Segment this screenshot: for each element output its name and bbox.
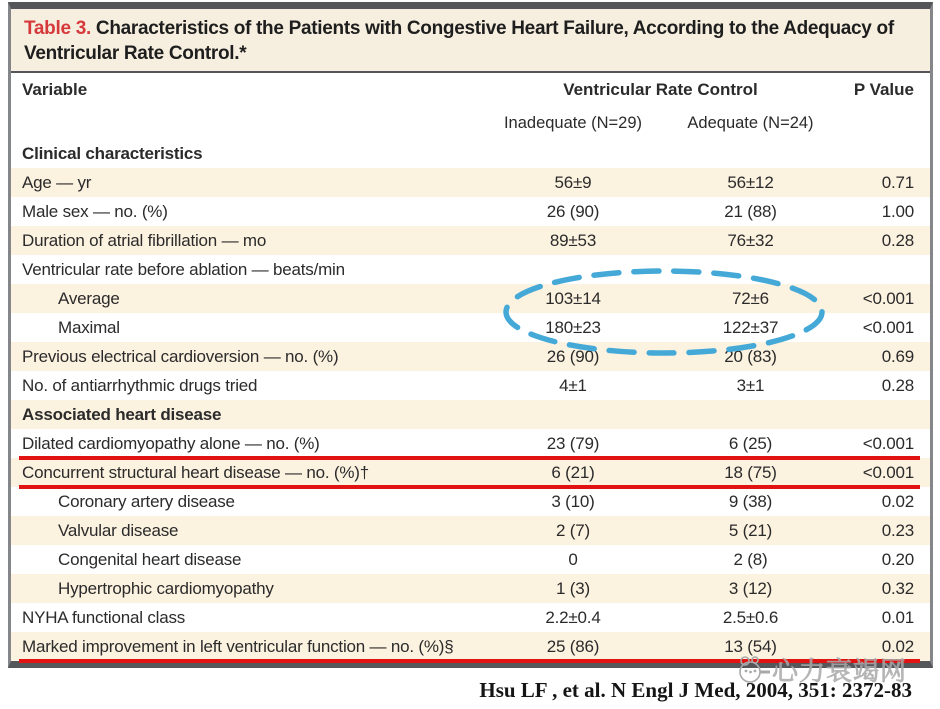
pvalue-column-header: P Value: [853, 80, 914, 99]
table-row: [11, 545, 930, 574]
adequate-value: 56±12: [727, 172, 774, 192]
adequate-value: 21 (88): [724, 201, 777, 221]
table-title: Characteristics of the Patients with Congestive Heart Failure, According to the Adequacy of Ventricular Rate Control.*: [24, 18, 894, 64]
p-value: <0.001: [862, 462, 914, 482]
table-row: [11, 429, 930, 458]
inadequate-value: 26 (90): [546, 201, 600, 221]
adequate-value: 72±6: [732, 288, 769, 308]
p-value: <0.001: [862, 317, 914, 337]
p-value: 0.32: [881, 578, 914, 598]
adequate-value: 5 (21): [728, 520, 773, 540]
row-label: Duration of atrial fibrillation — mo: [22, 230, 267, 250]
adequate-value: 20 (83): [724, 346, 777, 366]
inadequate-value: 2 (7): [556, 520, 590, 540]
row-label: Hypertrophic cardiomyopathy: [58, 578, 274, 598]
subcolumn-header-row: [11, 107, 930, 139]
row-label: Clinical characteristics: [22, 143, 203, 163]
table-row: [11, 516, 930, 545]
table-row: [11, 139, 930, 168]
p-value: 0.28: [881, 375, 914, 395]
p-value: 0.28: [881, 230, 914, 250]
p-value: <0.001: [862, 288, 914, 308]
watermark: [736, 651, 907, 688]
table-row: [11, 400, 930, 429]
table-row: [11, 574, 930, 603]
row-label: Previous electrical cardioversion — no. (%): [22, 346, 339, 366]
inadequate-value: 25 (86): [546, 636, 600, 656]
row-label: Valvular disease: [58, 520, 179, 540]
p-value: 0.71: [881, 172, 914, 192]
table-row: [11, 313, 930, 342]
variable-column-header: Variable: [22, 80, 88, 99]
table-row: [11, 226, 930, 255]
inadequate-value: 3 (10): [551, 491, 595, 511]
table-row: [11, 342, 930, 371]
row-label: Dilated cardiomyopathy alone — no. (%): [22, 433, 320, 453]
adequate-value: 122±37: [722, 317, 779, 337]
adequate-value: 3 (12): [728, 578, 773, 598]
inadequate-value: 23 (79): [546, 433, 600, 453]
table-row: [11, 487, 930, 516]
watermark-logo-icon: [736, 655, 770, 685]
table-row: [11, 197, 930, 226]
table-row: [11, 255, 930, 284]
adequate-value: 18 (75): [724, 462, 777, 482]
row-label: No. of antiarrhythmic drugs tried: [22, 375, 258, 395]
inadequate-value: 26 (90): [546, 346, 600, 366]
adequate-value: 9 (38): [728, 491, 773, 511]
table-row: [11, 284, 930, 313]
inadequate-value: 0: [568, 549, 578, 569]
row-label: NYHA functional class: [22, 607, 186, 627]
p-value: 0.02: [881, 491, 914, 511]
row-label: Ventricular rate before ablation — beats/min: [22, 259, 345, 279]
group-column-header: Ventricular Rate Control: [563, 80, 758, 99]
row-label: Marked improvement in left ventricular function — no. (%)§: [22, 636, 454, 656]
inadequate-value: 89±53: [549, 230, 597, 250]
p-value: <0.001: [862, 433, 914, 453]
inadequate-value: 180±23: [545, 317, 601, 337]
watermark-text: 心力衰竭网: [771, 656, 907, 686]
table-row: [11, 603, 930, 632]
adequate-value: 3±1: [736, 375, 765, 395]
table-row: [11, 458, 930, 487]
adequate-column-header: Adequate (N=24): [687, 113, 814, 132]
adequate-value: 6 (25): [728, 433, 773, 453]
red-underline-annotation: [19, 485, 920, 489]
inadequate-value: 56±9: [554, 172, 592, 192]
p-value: 0.69: [881, 346, 914, 366]
inadequate-value: 2.2±0.4: [545, 607, 601, 627]
inadequate-value: 4±1: [559, 375, 587, 395]
p-value: 0.02: [881, 636, 914, 656]
p-value: 0.20: [881, 549, 914, 569]
row-label: Congenital heart disease: [58, 549, 242, 569]
citation-text: Hsu LF , et al. N Engl J Med, 2004, 351: 2372-83: [479, 678, 912, 702]
row-label: Maximal: [58, 317, 120, 337]
p-value: 0.01: [881, 607, 914, 627]
table-caption: [11, 9, 930, 73]
red-underline-annotation: [19, 456, 920, 460]
row-label: Average: [58, 288, 120, 308]
table-body: [11, 139, 930, 661]
column-header-row: [11, 73, 930, 107]
table-row: [11, 371, 930, 400]
adequate-value: 13 (54): [724, 636, 777, 656]
row-label: Coronary artery disease: [58, 491, 235, 511]
table-number-label: Table 3.: [24, 18, 91, 39]
p-value: 1.00: [881, 201, 914, 221]
inadequate-value: 103±14: [545, 288, 601, 308]
adequate-value: 76±32: [727, 230, 774, 250]
nejm-table-frame: [8, 2, 933, 668]
inadequate-value: 6 (21): [551, 462, 595, 482]
adequate-value: 2 (8): [733, 549, 768, 569]
row-label: Male sex — no. (%): [22, 201, 168, 221]
row-label: Concurrent structural heart disease — no. (%)†: [22, 462, 370, 482]
row-label: Associated heart disease: [22, 404, 222, 424]
table-row: [11, 168, 930, 197]
p-value: 0.23: [881, 520, 914, 540]
inadequate-value: 1 (3): [556, 578, 590, 598]
inadequate-column-header: Inadequate (N=29): [503, 113, 643, 132]
adequate-value: 2.5±0.6: [722, 607, 779, 627]
row-label: Age — yr: [22, 172, 92, 192]
